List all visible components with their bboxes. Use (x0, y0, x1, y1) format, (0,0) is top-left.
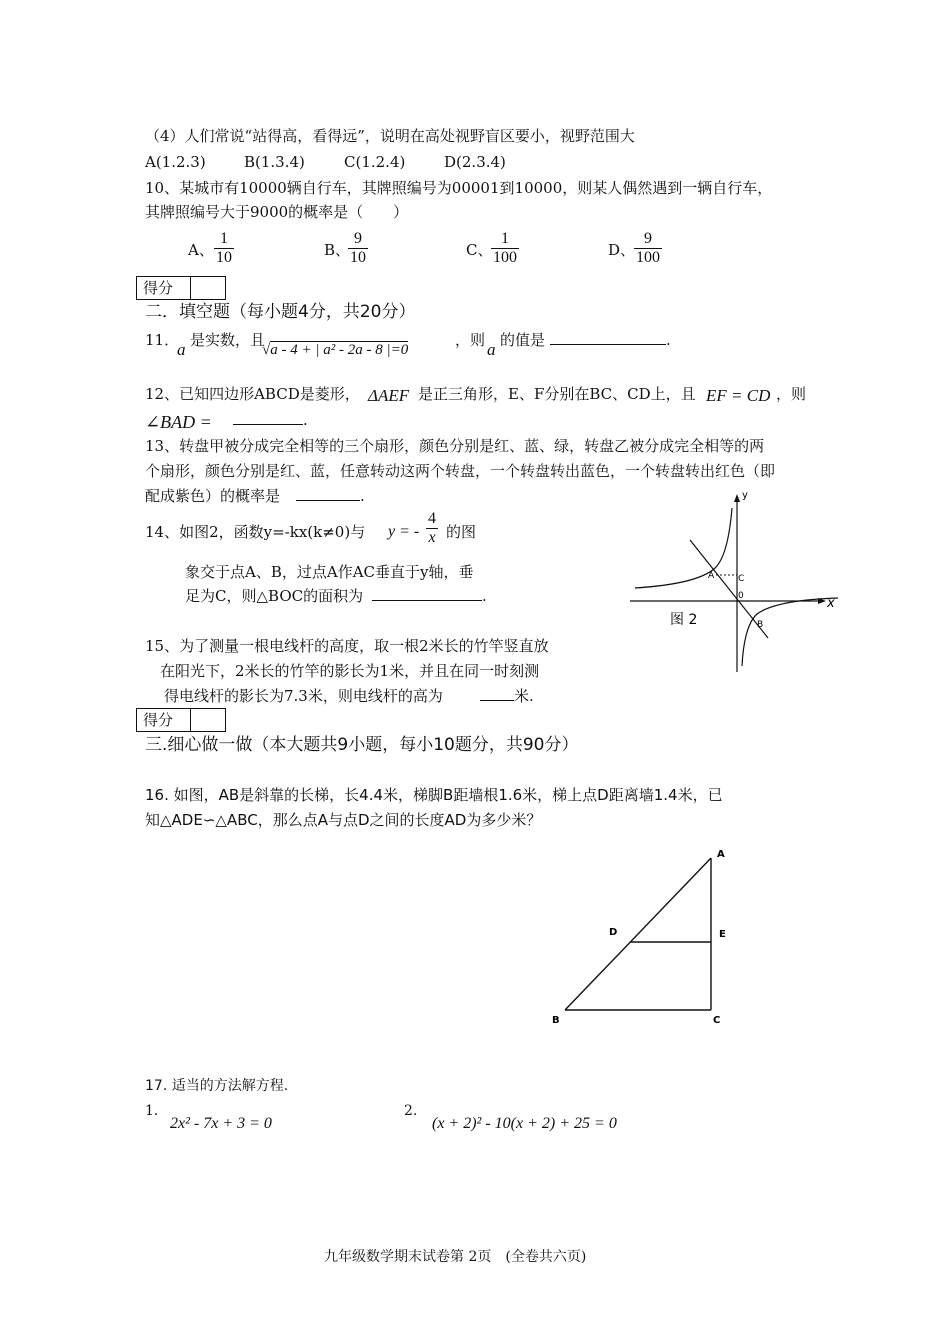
score-box (136, 276, 226, 300)
label-c: C (738, 574, 745, 584)
q17-num2: 2. (404, 1103, 418, 1119)
q14-after: 的图 (446, 523, 477, 541)
denominator: 100 (493, 249, 517, 266)
q13-answer-blank: . (296, 486, 365, 506)
q16-line2: 知△ADE∽△ABC，那么点A与点D之间的长度AD为多少米？ (145, 811, 542, 829)
score-cell (191, 277, 225, 299)
score-label: 得分 (137, 709, 191, 731)
q10-option-c-fraction (491, 230, 519, 267)
label-e: E (719, 929, 726, 940)
q14-line3: 足为C，则△BOC的面积为 (185, 587, 364, 605)
q17-equation1: 2x² - 7x + 3 = 0 (170, 1115, 272, 1132)
q16-line1: 16. 如图，AB是斜靠的长梯，长4.4米，梯脚B距墙根1.6米，梯上点D距离墙1.4米，已 (145, 786, 723, 804)
q17-title: 17. 适当的方法解方程. (145, 1078, 289, 1094)
q14-yeq: y = - (388, 523, 420, 540)
q10-option-b-label: B、 (324, 241, 351, 259)
segment-ab (565, 858, 711, 1010)
q9-item4: （4）人们常说“站得高，看得远”，说明在高处视野盲区要小，视野范围大 (145, 127, 635, 145)
q15-line3: 得电线杆的影长为7.3米，则电线杆的高为 (164, 687, 443, 705)
label-b: B (757, 620, 764, 630)
q11-text2: ，则 (455, 331, 486, 349)
denominator: 100 (636, 249, 660, 266)
q11-answer-blank: . (550, 330, 671, 350)
q12-line1c: ，则 (776, 385, 807, 403)
q13-line2: 个扇形，颜色分别是红、蓝，任意转动这两个转盘，一个转盘转出蓝色，一个转盘转出红色（即 (145, 462, 776, 480)
q17-equation2: (x + 2)² - 10(x + 2) + 25 = 0 (432, 1115, 617, 1132)
q12-line1b: 是正三角形，E、F分别在BC、CD上，且 (418, 385, 696, 403)
label-b: B (552, 1015, 560, 1026)
q11-var-a: a (177, 340, 186, 359)
q11-text3: 的值是 (500, 331, 546, 349)
q14-answer-blank: . (372, 586, 487, 606)
q12-triangle: ΔAEF (368, 386, 410, 405)
label-d: D (609, 927, 618, 938)
denominator: 10 (350, 249, 366, 266)
q14-line1: 14、如图2，函数y=-kx(k≠0)与 (145, 523, 366, 541)
numerator: 4 (428, 510, 436, 527)
figure-2-graph (620, 486, 850, 676)
q10-option-d-label: D、 (608, 241, 636, 259)
ladder-figure (540, 838, 740, 1038)
q15-answer-blank: 米. (480, 686, 534, 706)
q11-prefix: 11． (145, 331, 180, 349)
q12-condition: EF = CD (706, 386, 771, 405)
q12-answer-blank: . (233, 410, 308, 430)
y-axis-arrow (734, 494, 740, 502)
hyperbola-branch-right (742, 598, 838, 666)
label-x: x (827, 596, 835, 611)
section3-title: 三.细心做一做（本大题共9小题，每小10题分，共90分） (145, 735, 579, 755)
q10-line2: 其牌照编号大于9000的概率是（ ） (145, 203, 409, 221)
label-c: C (713, 1015, 721, 1026)
q10-option-d-fraction (634, 230, 662, 267)
q11-var-a2: a (487, 340, 496, 359)
q9-option-d: D(2.3.4) (444, 153, 506, 171)
q9-option-a: A(1.2.3) (145, 153, 206, 171)
denominator: x (428, 529, 436, 546)
q9-option-c: C(1.2.4) (344, 153, 406, 171)
q14-line2: 象交于点A、B，过点A作AC垂直于y轴，垂 (185, 563, 474, 581)
q10-option-a-label: A、 (188, 241, 214, 259)
section2-title: 二．填空题（每小题4分，共20分） (145, 302, 416, 322)
q13-line1: 13、转盘甲被分成完全相等的三个扇形，颜色分别是红、蓝、绿，转盘乙被分成完全相等的两 (145, 437, 765, 455)
label-y: y (742, 490, 748, 501)
label-a: A (708, 571, 715, 581)
denominator: 10 (216, 249, 232, 266)
numerator: 9 (348, 230, 368, 249)
q15-line1: 15、为了测量一根电线杆的高度，取一根2米长的竹竿竖直放 (145, 637, 549, 655)
q15-line2: 在阳光下，2米长的竹竿的影长为1米，并且在同一时刻测 (160, 662, 540, 680)
page-footer: 九年级数学期末试卷第 2页 (全卷共六页) (324, 1249, 587, 1265)
hyperbola-branch-left (635, 508, 732, 588)
figure-2-caption: 图 2 (670, 612, 698, 628)
q14-fraction (426, 510, 438, 547)
score-cell (191, 709, 225, 731)
numerator: 1 (491, 230, 519, 249)
q9-option-b: B(1.3.4) (244, 153, 305, 171)
q10-option-b-fraction (348, 230, 368, 267)
q10-option-a-fraction (214, 230, 234, 267)
score-box-2 (136, 708, 226, 732)
numerator: 9 (634, 230, 662, 249)
q11-text1: 是实数，且 (190, 331, 266, 349)
score-label: 得分 (137, 277, 191, 299)
label-o: 0 (738, 591, 744, 601)
q11-expression: √a - 4 + | a² - 2a - 8 |=0 (262, 342, 409, 358)
q17-num1: 1. (145, 1103, 159, 1119)
q13-line3: 配成紫色）的概率是 (145, 487, 281, 505)
q12-line1a: 12、已知四边形ABCD是菱形， (145, 385, 360, 403)
q10-line1: 10、某城市有10000辆自行车，其牌照编号为00001到10000，则某人偶然遇到一辆自行车， (145, 179, 773, 197)
label-a: A (717, 849, 725, 860)
q10-option-c-label: C、 (466, 241, 493, 259)
q12-angle: ∠BAD = (145, 412, 212, 432)
numerator: 1 (214, 230, 234, 249)
